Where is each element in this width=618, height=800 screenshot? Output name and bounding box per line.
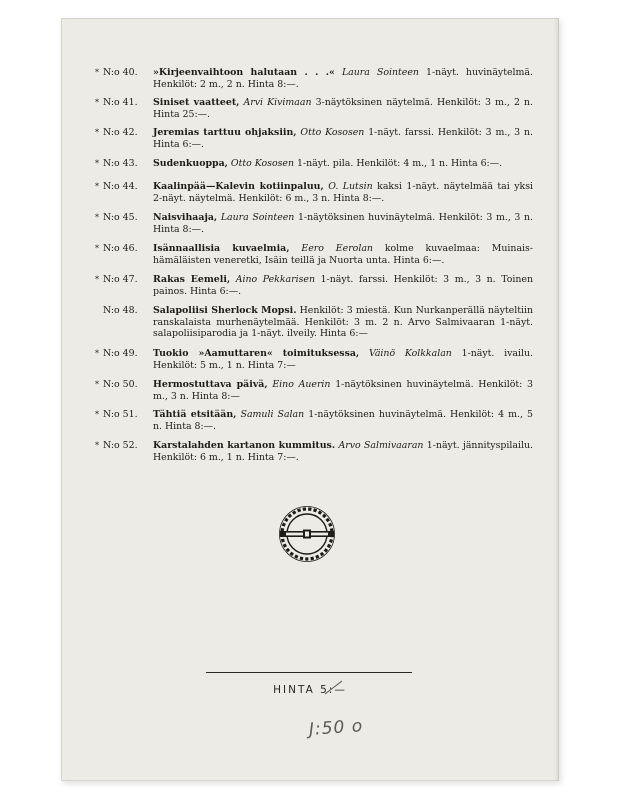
entry-title: Salapoliisi Sherlock Mopsi. — [153, 305, 297, 316]
entry-details: 1-näyt. pila. Henkilöt: 4 m., 1 n. Hinta 6:—. — [297, 158, 503, 169]
entry-details: 1-näyt. farssi. Henkilöt: 3 m., 3 n. Toinen painos. Hinta 6:—. — [153, 274, 534, 297]
entry-author: Aino Pekkarisen — [235, 274, 315, 285]
entry-details: 1-näytöksinen huvinäytelmä. Henkilöt: 3 m., 3 n. Hinta 8:—. — [153, 212, 533, 235]
footer-divider — [206, 672, 412, 673]
entry-text — [153, 305, 533, 340]
entry-text — [153, 158, 533, 170]
entry-number: N:o 48. — [103, 305, 138, 316]
entry-text — [153, 67, 533, 90]
entry-author: Otto Kososen — [300, 127, 365, 138]
entry-title: Hermostuttava päivä, — [153, 379, 268, 390]
entry-title: Isännaallisia kuvaelmia, — [153, 243, 290, 254]
price-label: HINTA 5:— — [273, 684, 347, 696]
entry-title: Tuokio »Aamuttaren« toimituksessa, — [153, 348, 360, 359]
publication-list — [61, 18, 559, 781]
entry-number: N:o 47. — [103, 274, 138, 285]
entry-title: Karstalahden kartanon kummitus. — [153, 440, 336, 451]
entry-number: N:o 42. — [103, 127, 138, 138]
entry-text — [153, 440, 533, 463]
publisher-emblem-icon — [277, 504, 337, 564]
entry-title: Jeremias tarttuu ohjaksiin, — [153, 127, 297, 138]
entry-details: kolme kuvaelmaa: Muinais-hämäläisten veneretki, Isäin teillä ja Nuorta unta. Hinta 6:—. — [153, 243, 534, 266]
entry-number: N:o 41. — [103, 97, 138, 108]
entry-details: 1-näyt. ivailu. Henkilöt: 5 m., 1 n. Hinta 7:— — [153, 348, 533, 371]
entry-title: Rakas Eemeli, — [153, 274, 231, 285]
entry-star: * — [95, 182, 99, 191]
entry-text — [153, 127, 533, 150]
entry-details: 1-näyt. huvinäytelmä. Henkilöt: 2 m., 2 n. Hinta 8:—. — [153, 67, 533, 90]
entry-text — [153, 379, 533, 402]
entry-title: Naisvihaaja, — [153, 212, 218, 223]
entry-text — [153, 97, 533, 120]
entry-text — [153, 181, 533, 204]
entry-details: 1-näytöksinen huvinäytelmä. Henkilöt: 3 m., 3 n. Hinta 8:— — [153, 379, 533, 402]
entry-number: N:o 51. — [103, 409, 138, 420]
back-cover-page — [61, 18, 559, 781]
entry-author: Eino Auerin — [272, 379, 331, 390]
entry-number: N:o 43. — [103, 158, 138, 169]
entry-star: * — [95, 68, 99, 77]
entry-author: Laura Sointeen — [341, 67, 419, 78]
entry-number: N:o 40. — [103, 67, 138, 78]
entry-details: 1-näytöksinen huvinäytelmä. Henkilöt: 4 m., 5 n. Hinta 8:—. — [153, 409, 533, 432]
entry-number: N:o 46. — [103, 243, 138, 254]
entry-star: * — [95, 441, 99, 450]
entry-star: * — [95, 128, 99, 137]
entry-author: O. Lutsin — [328, 181, 373, 192]
entry-details: 1-näyt. jännityspilailu. Henkilöt: 6 m., 1 n. Hinta 7:—. — [153, 440, 533, 463]
entry-number: N:o 44. — [103, 181, 138, 192]
entry-details: Henkilöt: 3 miestä. Kun Nurkanperällä näyteltiin ranskalaista murhenäytelmää. Henkilöt: 3 m. 2 n. Arvo Salmivaaran 1-näyt. salapoliisiparodia ja 1-näyt. ilveily. Hinta 6:— — [153, 305, 534, 340]
entry-star: * — [95, 159, 99, 168]
handwritten-price-note: J:50 o — [308, 716, 364, 740]
entry-star: * — [95, 349, 99, 358]
entry-author: Arvo Salmivaaran — [338, 440, 424, 451]
entry-text — [153, 212, 533, 235]
entry-star: * — [95, 244, 99, 253]
entry-title: Siniset vaatteet, — [153, 97, 240, 108]
entry-author: Eero Eerolan — [301, 243, 373, 254]
entry-author: Samuli Salan — [240, 409, 305, 420]
entry-number: N:o 49. — [103, 348, 138, 359]
entry-star: * — [95, 410, 99, 419]
entry-star: * — [95, 275, 99, 284]
entry-title: Kaalinpää—Kalevin kotiinpaluu, — [153, 181, 324, 192]
entry-author: Otto Kososen — [230, 158, 295, 169]
entry-title: Tähtiä etsitään, — [153, 409, 237, 420]
entry-text — [153, 348, 533, 371]
entry-author: Arvi Kivimaan — [243, 97, 312, 108]
entry-author: Väinö Kolkkalan — [368, 348, 452, 359]
entry-star: * — [95, 213, 99, 222]
entry-author: Laura Sointeen — [220, 212, 295, 223]
entry-text — [153, 409, 533, 432]
price-strike-mark-icon — [323, 678, 345, 696]
entry-details: kaksi 1-näyt. näytelmää tai yksi 2-näyt. näytelmä. Henkilöt: 6 m., 3 n. Hinta 8:—. — [153, 181, 534, 204]
entry-number: N:o 50. — [103, 379, 138, 390]
entry-text — [153, 243, 533, 266]
entry-number: N:o 52. — [103, 440, 138, 451]
entry-number: N:o 45. — [103, 212, 138, 223]
entry-star: * — [95, 380, 99, 389]
entry-text — [153, 274, 533, 297]
entry-title: Sudenkuoppa, — [153, 158, 228, 169]
entry-details: 3-näytöksinen näytelmä. Henkilöt: 3 m., 2 n. Hinta 25:—. — [153, 97, 534, 120]
entry-star: * — [95, 98, 99, 107]
entry-details: 1-näyt. farssi. Henkilöt: 3 m., 3 n. Hinta 6:—. — [153, 127, 533, 150]
entry-title: »Kirjeenvaihtoon halutaan . . .« — [153, 67, 335, 78]
